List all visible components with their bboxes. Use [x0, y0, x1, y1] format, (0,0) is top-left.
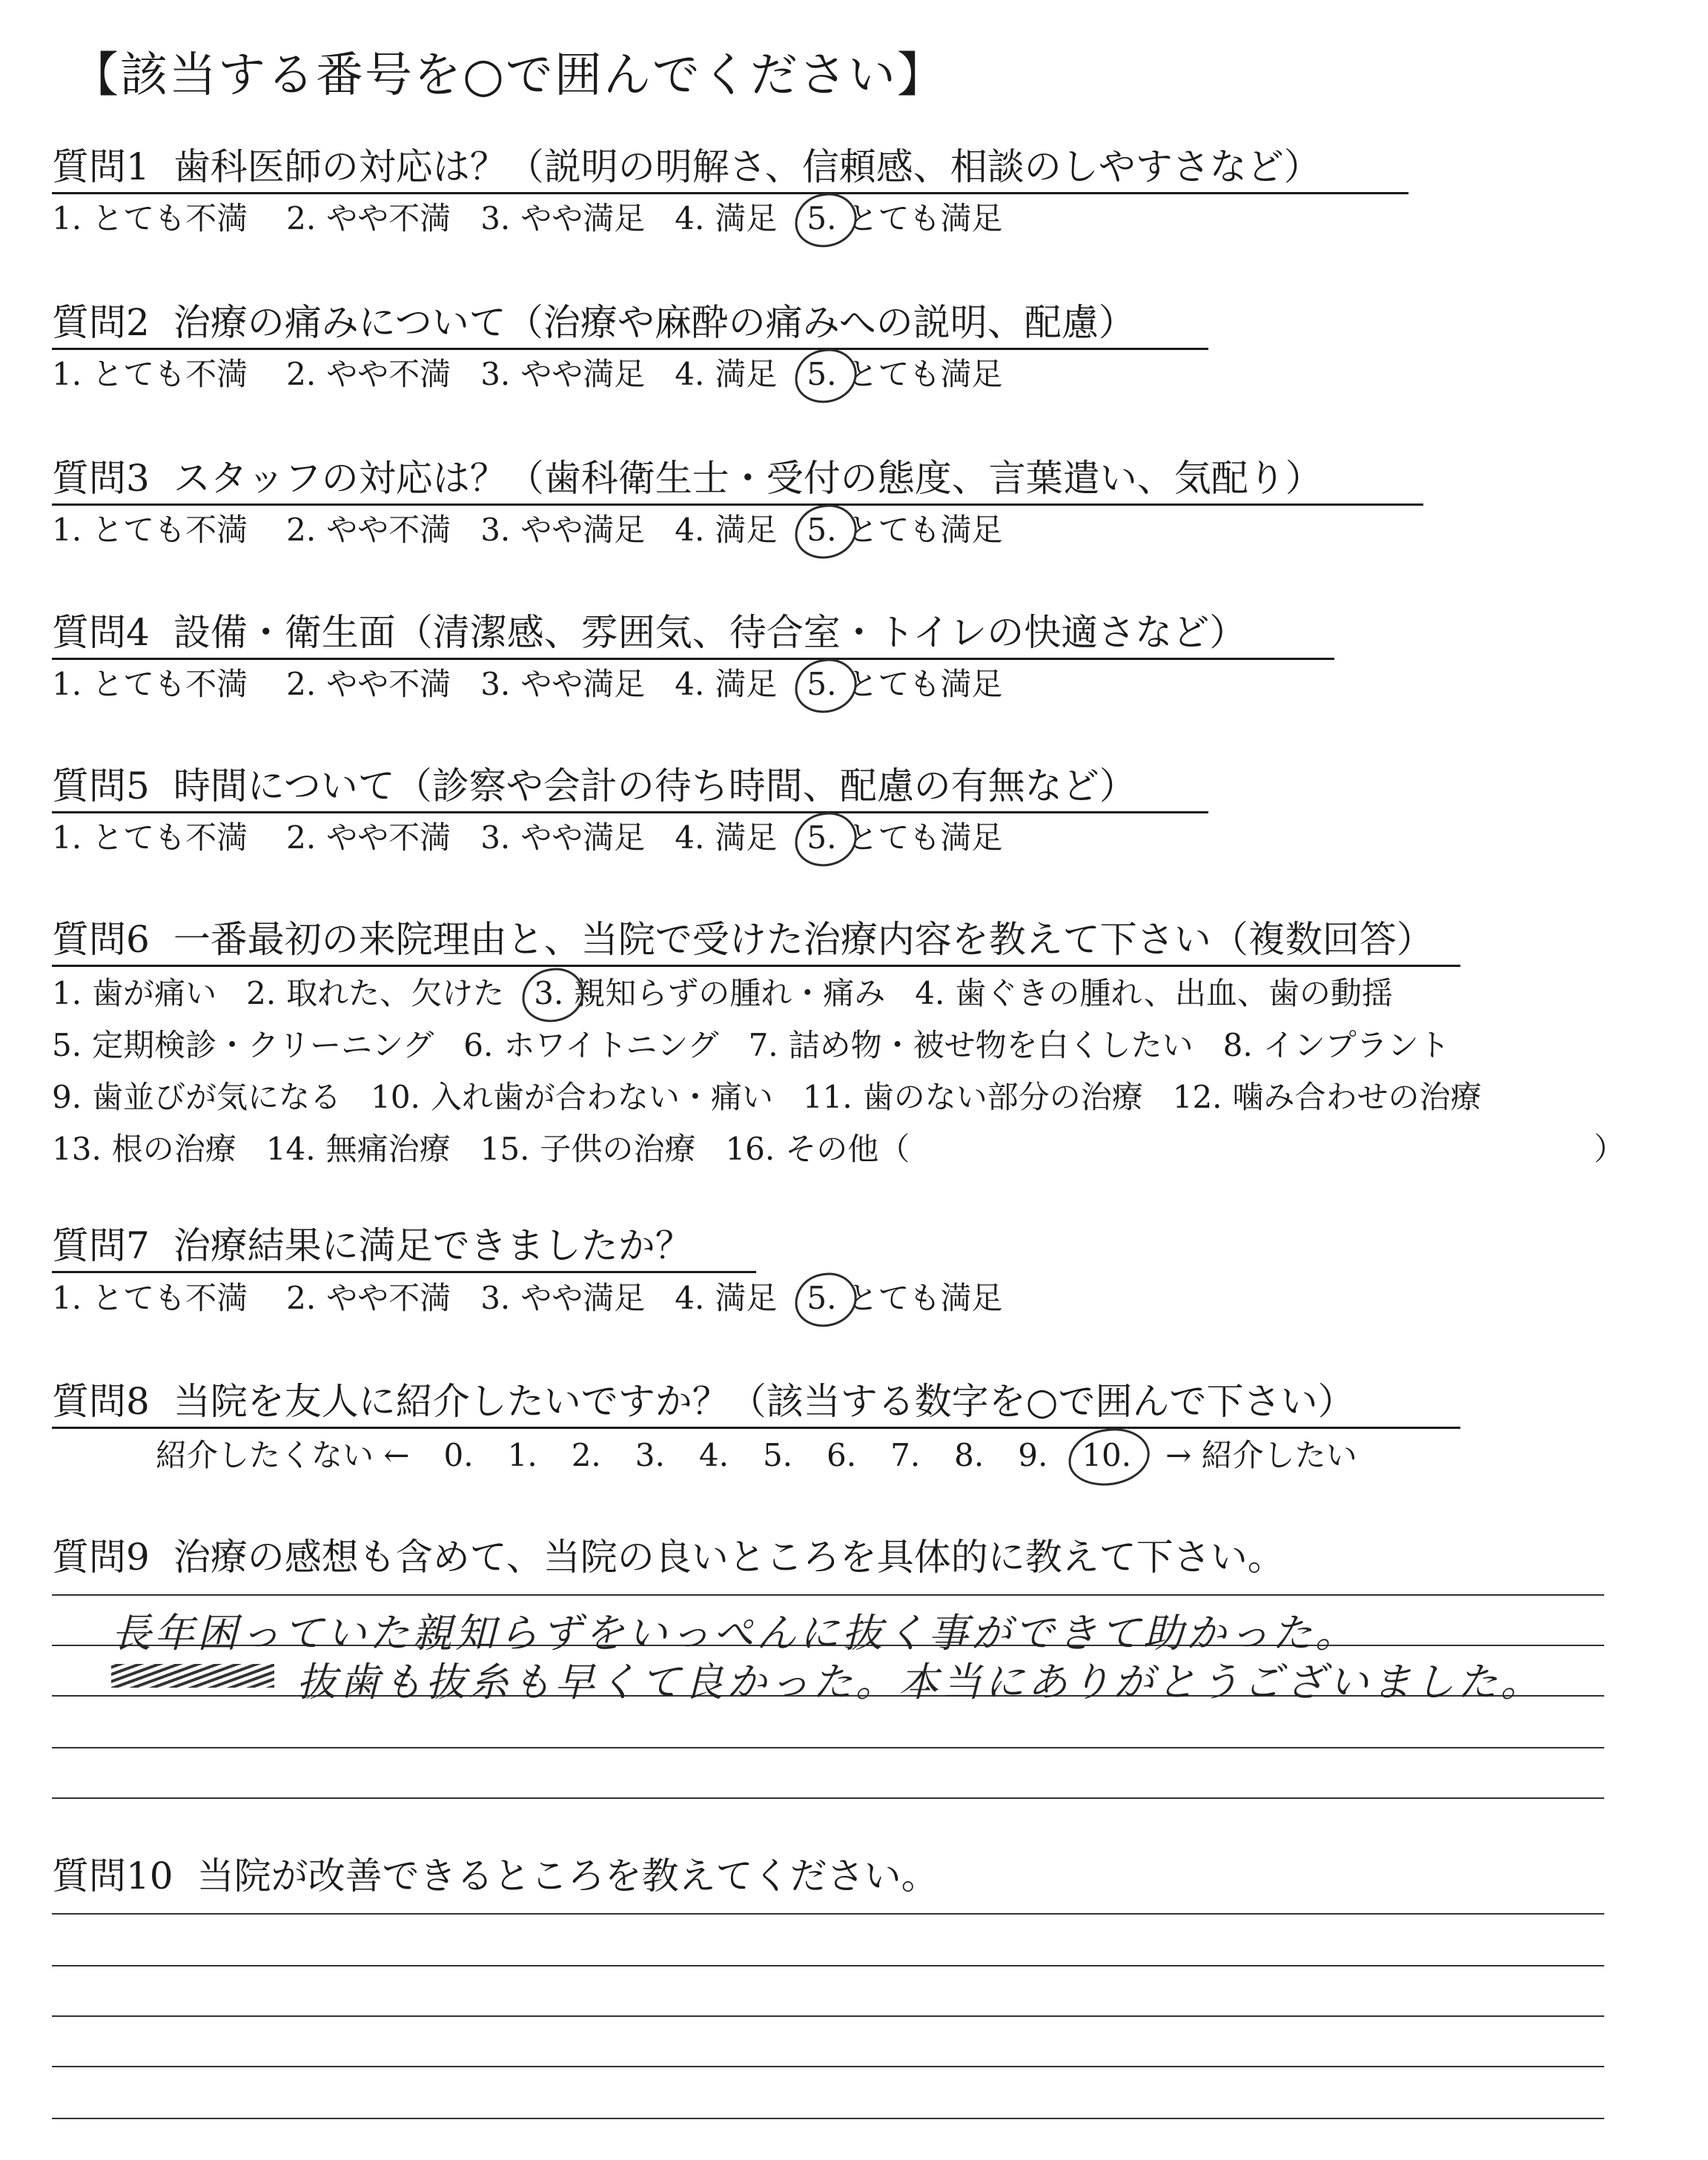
option-label: 無痛治療: [325, 1131, 451, 1167]
question-number: 質問6: [52, 918, 150, 961]
option-label: インプラント: [1262, 1027, 1450, 1063]
question-text: 歯科医師の対応は？（説明の明解さ、信頼感、相談のしやすさなど）: [173, 145, 1321, 188]
scale-value-4[interactable]: 4.: [698, 1437, 729, 1473]
option-2[interactable]: [286, 198, 451, 240]
question-text: スタッフの対応は？（歯科衛生士・受付の態度、言葉遣い、気配り）: [173, 457, 1323, 500]
option-label: とても満足: [847, 512, 1003, 548]
option-label: とても不満: [92, 356, 248, 392]
option-number: 2.: [286, 1280, 317, 1316]
option-number: 14.: [265, 1131, 316, 1167]
question-3-title: [52, 456, 1323, 501]
question-text: 治療の感想も含めて、当院の良いところを具体的に教えて下さい。: [173, 1536, 1285, 1579]
question-1-options: [52, 198, 1032, 240]
option-label: 子供の治療: [540, 1131, 696, 1167]
form-heading: 【該当する番号を○で囲んでください】: [71, 48, 946, 103]
option-label: 詰め物・被せ物を白くしたい: [788, 1027, 1194, 1063]
question-9-title: [52, 1535, 1285, 1579]
writing-line: [52, 1913, 1604, 1915]
option-label: やや不満: [326, 512, 451, 548]
question-text: 治療の痛みについて（治療や麻酔の痛みへの説明、配慮）: [173, 301, 1136, 344]
option-label: 歯が痛い: [92, 975, 217, 1011]
q6-option[interactable]: [52, 1077, 341, 1118]
option-label: とても不満: [92, 666, 248, 702]
option-label: 取れた、欠けた: [286, 975, 505, 1011]
q6-option[interactable]: [725, 1129, 910, 1170]
q6-option[interactable]: [915, 973, 1393, 1014]
writing-line: [52, 1594, 1604, 1596]
q6-option[interactable]: [534, 973, 885, 1014]
option-4[interactable]: [675, 1278, 777, 1319]
option-2[interactable]: [286, 354, 451, 395]
q6-option[interactable]: [52, 1025, 434, 1066]
option-5[interactable]: [807, 198, 1002, 240]
option-5[interactable]: [807, 354, 1002, 395]
option-2[interactable]: [286, 509, 451, 551]
question-7-title: [52, 1223, 692, 1268]
option-4[interactable]: [675, 354, 777, 395]
option-label: やや不満: [326, 1280, 451, 1316]
question-text: 時間について（診察や会計の待ち時間、配慮の有無など）: [173, 764, 1136, 807]
option-4[interactable]: [675, 664, 777, 705]
option-number: 2.: [286, 356, 317, 392]
option-number: 4.: [675, 200, 705, 237]
option-number: 2.: [246, 975, 277, 1011]
question-number: 質問7: [52, 1224, 150, 1267]
scale-value-9[interactable]: 9.: [1018, 1437, 1048, 1473]
option-label: とても満足: [847, 1280, 1003, 1316]
option-label: ホワイトニング: [503, 1027, 719, 1063]
option-label: 歯ぐきの腫れ、出血、歯の動揺: [955, 975, 1393, 1011]
q6-option[interactable]: [52, 1129, 236, 1170]
writing-line: [52, 2015, 1604, 2017]
option-label: やや満足: [520, 512, 646, 548]
option-number: 4.: [675, 666, 705, 702]
scale-value-6[interactable]: 6.: [827, 1437, 857, 1473]
scale-value-0[interactable]: 0.: [443, 1437, 474, 1473]
option-1[interactable]: [52, 817, 248, 859]
option-label: 定期検診・クリーニング: [92, 1027, 434, 1063]
option-number: 2.: [286, 666, 317, 702]
option-number: 3.: [480, 512, 511, 548]
option-label: とても不満: [92, 200, 248, 237]
option-number: 8.: [1222, 1027, 1253, 1063]
option-label: やや満足: [520, 356, 646, 392]
option-label: とても不満: [92, 512, 248, 548]
question-number: 質問9: [52, 1536, 150, 1579]
option-number: 4.: [915, 975, 945, 1011]
option-label: やや満足: [520, 819, 646, 856]
q6-option[interactable]: [749, 1025, 1194, 1066]
option-number: 4.: [675, 356, 705, 392]
option-label: 根の治療: [111, 1131, 236, 1167]
option-label: とても満足: [847, 200, 1003, 237]
option-number: 1.: [52, 1280, 82, 1316]
question-3-options: [52, 509, 1032, 551]
option-3[interactable]: [480, 664, 645, 705]
option-1[interactable]: [52, 354, 248, 395]
option-2[interactable]: [286, 1278, 451, 1319]
scale-value-7[interactable]: 7.: [890, 1437, 921, 1473]
question-underline: [52, 811, 1208, 813]
question-text: 設備・衛生面（清潔感、雰囲気、待合室・トイレの快適さなど）: [173, 611, 1247, 654]
option-label: とても不満: [92, 819, 248, 856]
option-number: 7.: [748, 1027, 778, 1063]
option-number: 2.: [286, 200, 317, 237]
option-label: 満足: [715, 666, 778, 702]
question-text: 治療結果に満足できましたか？: [173, 1224, 692, 1267]
option-number: 16.: [725, 1131, 775, 1167]
question-number: 質問10: [52, 1855, 173, 1898]
q6-option[interactable]: [371, 1077, 773, 1118]
option-number: 2.: [286, 819, 317, 856]
scale-value-1[interactable]: 1.: [507, 1437, 537, 1473]
option-label: 満足: [715, 1280, 778, 1316]
option-1[interactable]: [52, 1278, 248, 1319]
question-1-title: [52, 145, 1321, 189]
option-label: 歯のない部分の治療: [862, 1079, 1143, 1115]
option-4[interactable]: [675, 509, 777, 551]
option-2[interactable]: [286, 664, 451, 705]
question-number: 質問2: [52, 301, 150, 344]
option-label: 満足: [715, 512, 778, 548]
option-number: 1.: [52, 200, 82, 237]
question-underline: [52, 965, 1460, 967]
option-number: 3.: [480, 1280, 511, 1316]
option-number: 9.: [52, 1079, 82, 1115]
option-4[interactable]: [675, 817, 777, 859]
writing-line: [52, 1965, 1604, 1966]
scale-left-label: 紹介したくない ←: [156, 1437, 410, 1473]
option-4[interactable]: [675, 198, 777, 240]
option-label: やや満足: [520, 200, 646, 237]
question-2-title: [52, 300, 1136, 345]
scale-value-2[interactable]: 2.: [571, 1437, 601, 1473]
scale-value-3[interactable]: 3.: [635, 1437, 665, 1473]
option-number: 1.: [52, 512, 82, 548]
option-label: 満足: [715, 200, 778, 237]
question-text: 当院が改善できるところを教えてください。: [196, 1855, 939, 1898]
option-label: やや満足: [520, 1280, 646, 1316]
option-3[interactable]: [480, 1278, 645, 1319]
option-number: 4.: [675, 512, 705, 548]
option-number: 3.: [480, 666, 511, 702]
question-number: 質問8: [52, 1380, 150, 1423]
q6-option[interactable]: [52, 973, 216, 1014]
option-number: 2.: [286, 512, 317, 548]
writing-line: [52, 1747, 1604, 1748]
q6-option-row: [52, 1025, 1480, 1066]
option-number: 5.: [52, 1027, 82, 1063]
question-7-options: [52, 1278, 1032, 1319]
option-5[interactable]: [807, 1278, 1002, 1319]
question-underline: [52, 503, 1423, 506]
option-number: 5.: [807, 198, 836, 240]
option-number: 1.: [52, 666, 82, 702]
question-8-title: [52, 1379, 1354, 1424]
option-number: 5.: [807, 354, 836, 395]
writing-line: [52, 2066, 1604, 2067]
question-text: 一番最初の来院理由と、当院で受けた治療内容を教えて下さい（複数回答）: [173, 918, 1434, 961]
option-number: 3.: [480, 356, 511, 392]
q6-option[interactable]: [463, 1025, 718, 1066]
option-number: 5.: [807, 664, 836, 705]
q6-option[interactable]: [480, 1129, 696, 1170]
option-1[interactable]: [52, 198, 248, 240]
option-label: 親知らずの腫れ・痛み: [574, 975, 886, 1011]
option-label: 満足: [715, 356, 778, 392]
option-number: 5.: [807, 509, 836, 551]
question-5-title: [52, 764, 1136, 808]
q6-option-row: [52, 973, 1423, 1014]
question-number: 質問1: [52, 145, 150, 188]
scale-right-label: → 紹介したい: [1165, 1437, 1357, 1473]
option-number: 3.: [534, 973, 563, 1014]
option-label: その他（: [785, 1131, 910, 1167]
option-label: とても不満: [92, 1280, 248, 1316]
question-4-title: [52, 610, 1246, 655]
question-10-title: [52, 1854, 939, 1898]
option-number: 5.: [807, 817, 836, 859]
option-label: とても満足: [847, 356, 1003, 392]
option-3[interactable]: [480, 509, 645, 551]
writing-line: [52, 2118, 1604, 2119]
question-5-options: [52, 817, 1032, 859]
q6-option[interactable]: [246, 973, 504, 1014]
option-5[interactable]: [807, 664, 1002, 705]
option-1[interactable]: [52, 664, 248, 705]
q6-option[interactable]: [1173, 1077, 1482, 1118]
scale-value-5[interactable]: 5.: [762, 1437, 793, 1473]
q6-close-paren: ）: [1594, 1131, 1626, 1167]
option-number: 1.: [52, 356, 82, 392]
option-number: 6.: [463, 1027, 494, 1063]
option-label: とても満足: [847, 666, 1003, 702]
option-number: 1.: [52, 975, 82, 1011]
q6-option[interactable]: [266, 1129, 451, 1170]
question-underline: [52, 1427, 1460, 1429]
option-label: やや不満: [326, 200, 451, 237]
question-number: 質問5: [52, 764, 150, 807]
q6-option[interactable]: [1223, 1025, 1450, 1066]
scale-value-8[interactable]: 8.: [954, 1437, 984, 1473]
option-3[interactable]: [480, 354, 645, 395]
question-4-options: [52, 664, 1032, 705]
option-3[interactable]: [480, 198, 645, 240]
option-number: 5.: [807, 1278, 836, 1319]
question-6-title: [52, 917, 1434, 962]
option-number: 13.: [52, 1131, 102, 1167]
option-label: やや不満: [326, 819, 451, 856]
option-number: 3.: [480, 819, 511, 856]
question-underline: [52, 1271, 756, 1273]
handwritten-answer-line-2: 抜歯も抜糸も早くて良かった。本当にありがとうございました。: [297, 1659, 1543, 1705]
option-number: 4.: [675, 819, 705, 856]
option-label: やや不満: [326, 356, 451, 392]
option-number: 11.: [802, 1079, 853, 1115]
option-3[interactable]: [480, 817, 645, 859]
question-number: 質問3: [52, 457, 150, 500]
option-number: 10.: [371, 1079, 420, 1115]
q6-option-row: [52, 1077, 1512, 1118]
option-label: やや不満: [326, 666, 451, 702]
option-number: 4.: [675, 1280, 705, 1316]
option-label: 噛み合わせの治療: [1232, 1079, 1482, 1115]
option-1[interactable]: [52, 509, 248, 551]
q6-option[interactable]: [803, 1077, 1143, 1118]
writing-line: [52, 1797, 1604, 1799]
option-number: 12.: [1172, 1079, 1222, 1115]
question-underline: [52, 348, 1208, 350]
question-text: 当院を友人に紹介したいですか？（該当する数字を○で囲んで下さい）: [173, 1380, 1355, 1423]
question-underline: [52, 658, 1334, 660]
option-number: 3.: [480, 200, 511, 237]
option-5[interactable]: [807, 817, 1002, 859]
option-label: 入れ歯が合わない・痛い: [430, 1079, 773, 1115]
question-2-options: [52, 354, 1032, 395]
option-label: とても満足: [847, 819, 1003, 856]
option-2[interactable]: [286, 817, 451, 859]
option-5[interactable]: [807, 509, 1002, 551]
q8-scale: [156, 1435, 1391, 1476]
option-label: 歯並びが気になる: [92, 1079, 342, 1115]
q6-option-row: [52, 1129, 939, 1170]
option-number: 1.: [52, 819, 82, 856]
option-label: やや満足: [520, 666, 646, 702]
strikethrough-scribble: [111, 1664, 274, 1688]
scale-value-10[interactable]: 10.: [1082, 1435, 1131, 1476]
option-number: 15.: [480, 1131, 530, 1167]
handwritten-answer-line-1: 長年困っていた親知らずをいっぺんに抜く事ができて助かった。: [111, 1610, 1358, 1657]
question-underline: [52, 192, 1409, 194]
option-label: 満足: [715, 819, 778, 856]
question-number: 質問4: [52, 611, 150, 654]
